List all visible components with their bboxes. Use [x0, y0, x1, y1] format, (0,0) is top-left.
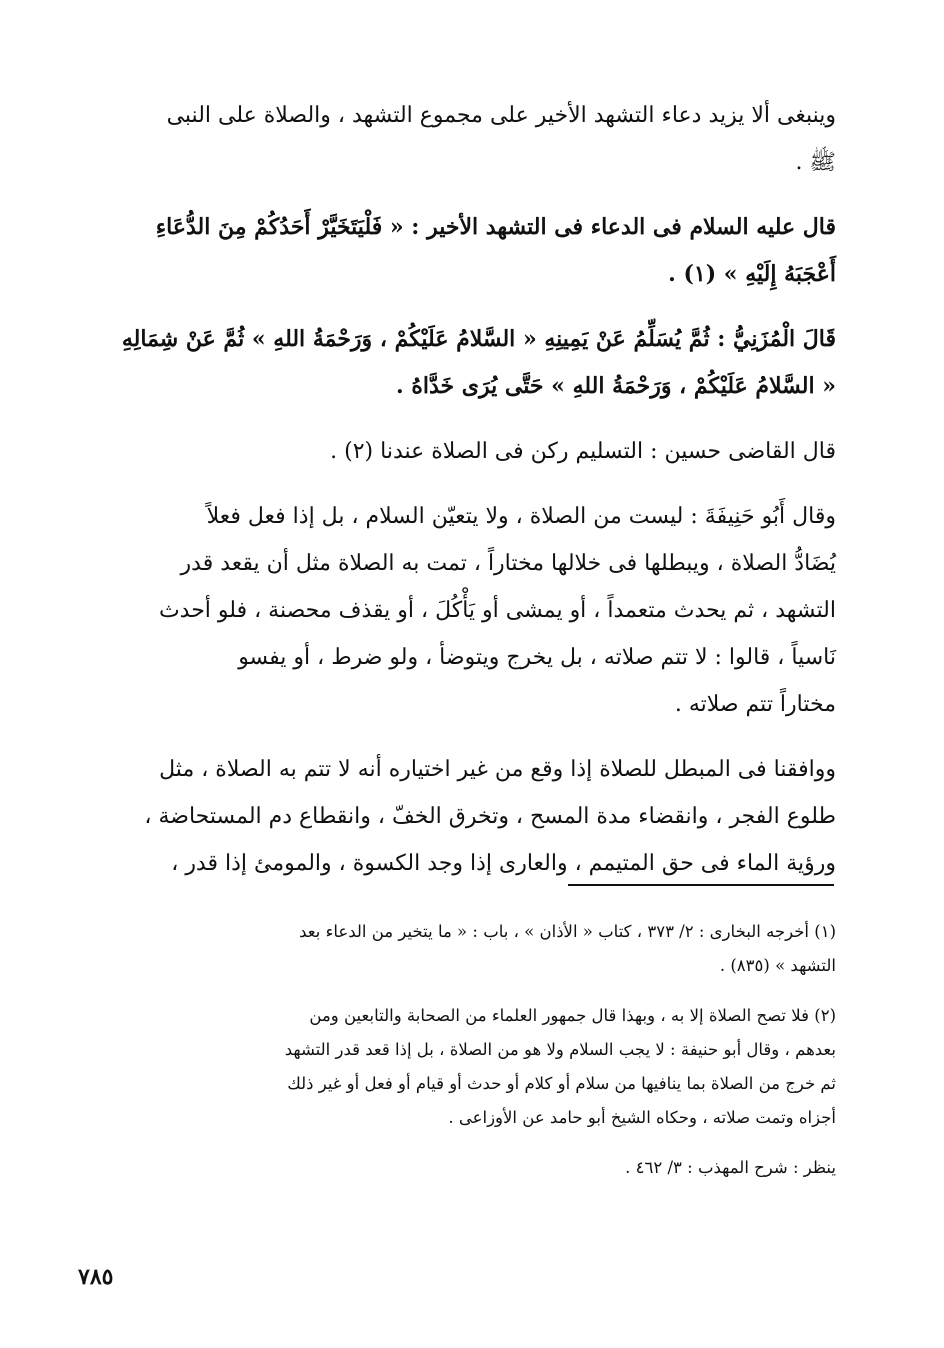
footnote-3	[100, 1151, 836, 1185]
text-line: ﷺ .	[795, 150, 836, 175]
text-line: مختاراً تتم صلاته .	[674, 692, 836, 717]
footnote-line: أجزاه وتمت صلاته ، وحكاه الشيخ أبو حامد عن الأوزاعى .	[448, 1108, 836, 1127]
text-line: قال عليه السلام فى الدعاء فى التشهد الأخير : « فَلْيَتَخَيَّرْ أَحَدُكُمْ مِنَ الدُّعَاءِ	[155, 214, 836, 240]
text-line: طلوع الفجر ، وانقضاء مدة المسح ، وتخرق الخفّ ، وانقطاع دم المستحاضة ،	[144, 804, 836, 829]
paragraph-2-hadith	[80, 204, 836, 298]
footnote-line: بعدهم ، وقال أبو حنيفة : لا يجب السلام ولا هو من الصلاة ، بل إذا قعد قدر التشهد	[284, 1040, 836, 1059]
text-line: التشهد ، ثم يحدث متعمداً ، أو يمشى أو يَأْكُلَ ، أو يقذف محصنة ، فلو أحدث	[158, 598, 836, 623]
text-line: وينبغى ألا يزيد دعاء التشهد الأخير على مجموع التشهد ، والصلاة على النبى	[166, 103, 836, 128]
text-line: ورؤية الماء فى حق المتيمم ، والعارى إذا وجد الكسوة ، والمومئ إذا قدر ،	[171, 851, 836, 876]
footnote-2	[100, 999, 836, 1135]
footnote-line: التشهد » (٨٣٥) .	[719, 956, 836, 975]
main-text	[80, 92, 836, 905]
page-number: ٧٨٥	[78, 1264, 114, 1290]
footnote-1	[100, 915, 836, 983]
footnote-line: ينظر : شرح المهذب : ٣/ ٤٦٢ .	[625, 1158, 836, 1177]
text-line: « السَّلامُ عَلَيْكُمْ ، وَرَحْمَةُ اللهِ » حَتَّى يُرَى خَدَّاهُ .	[396, 373, 836, 399]
footnotes	[100, 915, 836, 1201]
footnote-line: (٢) فلا تصح الصلاة إلا به ، وبهذا قال جمهور العلماء من الصحابة والتابعين ومن	[309, 1006, 836, 1025]
footnote-separator	[568, 884, 834, 886]
footnote-line: ثم خرج من الصلاة بما ينافيها من سلام أو كلام أو حدث أو قيام أو فعل أو غير ذلك	[287, 1074, 836, 1093]
text-line: يُضَادُّ الصلاة ، ويبطلها فى خلالها مختاراً ، تمت به الصلاة مثل أن يقعد قدر	[180, 551, 836, 576]
text-line: نَاسياً ، قالوا : لا تتم صلاته ، بل يخرج ويتوضأ ، ولو ضرط ، أو يفسو	[238, 645, 836, 670]
text-line: أَعْجَبَهُ إِلَيْهِ » (١) .	[668, 261, 836, 287]
paragraph-1	[80, 92, 836, 186]
text-line: قال القاضى حسين : التسليم ركن فى الصلاة عندنا (٢) .	[330, 439, 836, 464]
paragraph-6	[80, 746, 836, 887]
paragraph-3-muzani	[80, 316, 836, 410]
text-line: قَالَ الْمُزَنِيُّ : ثُمَّ يُسَلِّمُ عَنْ يَمِينِهِ « السَّلامُ عَلَيْكُمْ ، وَرَحْمَةُ اللهِ » ثُمَّ عَنْ شِمَالِهِ	[121, 326, 836, 352]
paragraph-4	[80, 428, 836, 475]
paragraph-5	[80, 493, 836, 728]
footnote-line: (١) أخرجه البخارى : ٢/ ٣٧٣ ، كتاب « الأذان » ، باب : « ما يتخير من الدعاء بعد	[299, 922, 836, 941]
text-line: ووافقنا فى المبطل للصلاة إذا وقع من غير اختياره أنه لا تتم به الصلاة ، مثل	[159, 757, 836, 782]
text-line: وقال أَبُو حَنِيفَةَ : ليست من الصلاة ، ولا يتعيّن السلام ، بل إذا فعل فعلاً	[206, 504, 836, 529]
